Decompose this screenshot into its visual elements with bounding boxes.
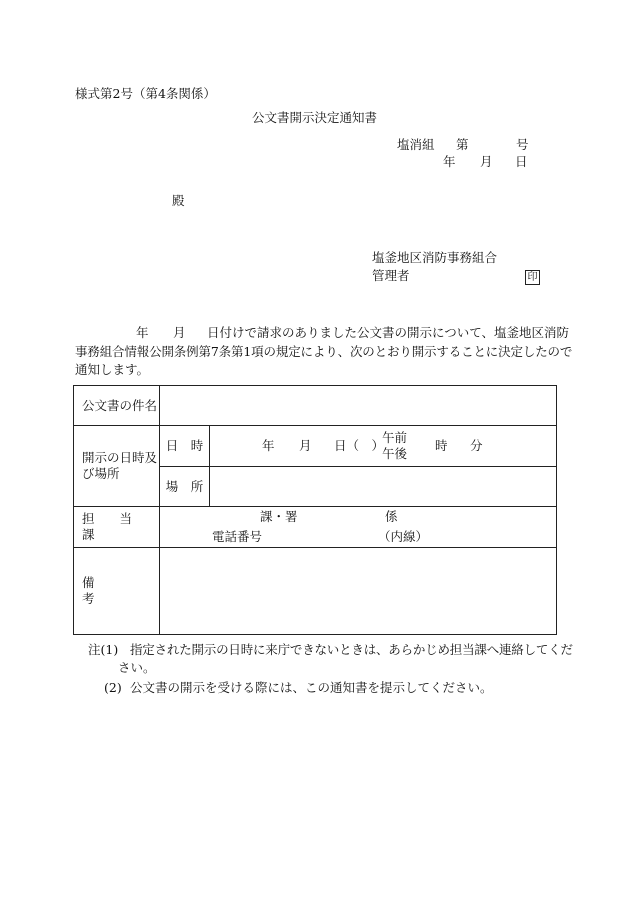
note2-text: 公文書の開示を受ける際には、この通知書を提示してください。 [130,680,493,695]
body-line2: 事務組合情報公開条例第7条第1項の規定により、次のとおり開示することに決定したので [75,344,573,359]
dept-label-cell [74,507,160,548]
disclosure-label-cell [74,426,160,507]
body-year: 年 [136,325,149,340]
issuer-position: 管理者 [372,268,410,283]
doc-number-dai: 第 [456,137,469,152]
document-name-label: 公文書の件名 [82,397,158,413]
dept-kakari: 係 [385,509,398,524]
remarks-value-cell[interactable] [160,548,557,635]
note1-marker: 注(1) [88,642,119,657]
dt-day: 日（ ） [334,438,385,453]
document-name-label-cell [74,386,160,426]
datetime-label: 日 時 [165,438,204,453]
disclosure-label-line1: 開示の日時及 [82,450,158,465]
body-line3: 通知します。 [75,362,150,377]
date-month: 月 [480,154,493,169]
note1-line2: さい。 [118,660,156,675]
phone-label: 電話番号 [212,529,263,544]
addressee-honorific: 殿 [172,193,185,208]
seal-mark [525,268,540,285]
body-month: 月 [173,325,186,340]
place-value-cell[interactable] [210,467,557,507]
doc-number-go: 号 [516,137,529,152]
dt-month: 月 [299,438,312,453]
seal-box: 印 [525,270,540,285]
dept-ka: 課・署 [260,509,298,524]
document-name-value-cell[interactable] [160,386,557,426]
remarks-label: 備 考 [82,575,158,606]
place-label-cell [160,467,210,507]
note2-marker: (2) [104,680,122,695]
extension-label: （内線） [378,529,429,544]
date-year: 年 [443,154,456,169]
disclosure-form-table [73,385,557,635]
note1-line1: 指定された開示の日時に来庁できないときは、あらかじめ担当課へ連絡してくだ [130,642,573,657]
dept-value-cell[interactable] [160,507,557,548]
issuer-organization: 塩釜地区消防事務組合 [372,250,498,265]
body-line1: 日付けで請求のありました公文書の開示について、塩釜地区消防 [207,325,570,340]
dt-am: 午前 [382,430,408,445]
document-title: 公文書開示決定通知書 [252,110,378,125]
dt-pm: 午後 [382,446,408,461]
datetime-value-cell[interactable] [210,426,557,467]
dt-hour: 時 [435,438,448,453]
doc-number-prefix: 塩消組 [397,137,435,152]
datetime-label-cell [160,426,210,467]
dept-label: 担 当 課 [82,511,158,542]
remarks-label-cell [74,548,160,635]
place-label: 場 所 [165,478,204,494]
dt-year: 年 [262,438,275,453]
date-day: 日 [515,154,528,169]
form-number: 様式第2号（第4条関係） [75,86,216,101]
disclosure-label-line2: び場所 [82,466,120,481]
dt-minute: 分 [470,438,483,453]
